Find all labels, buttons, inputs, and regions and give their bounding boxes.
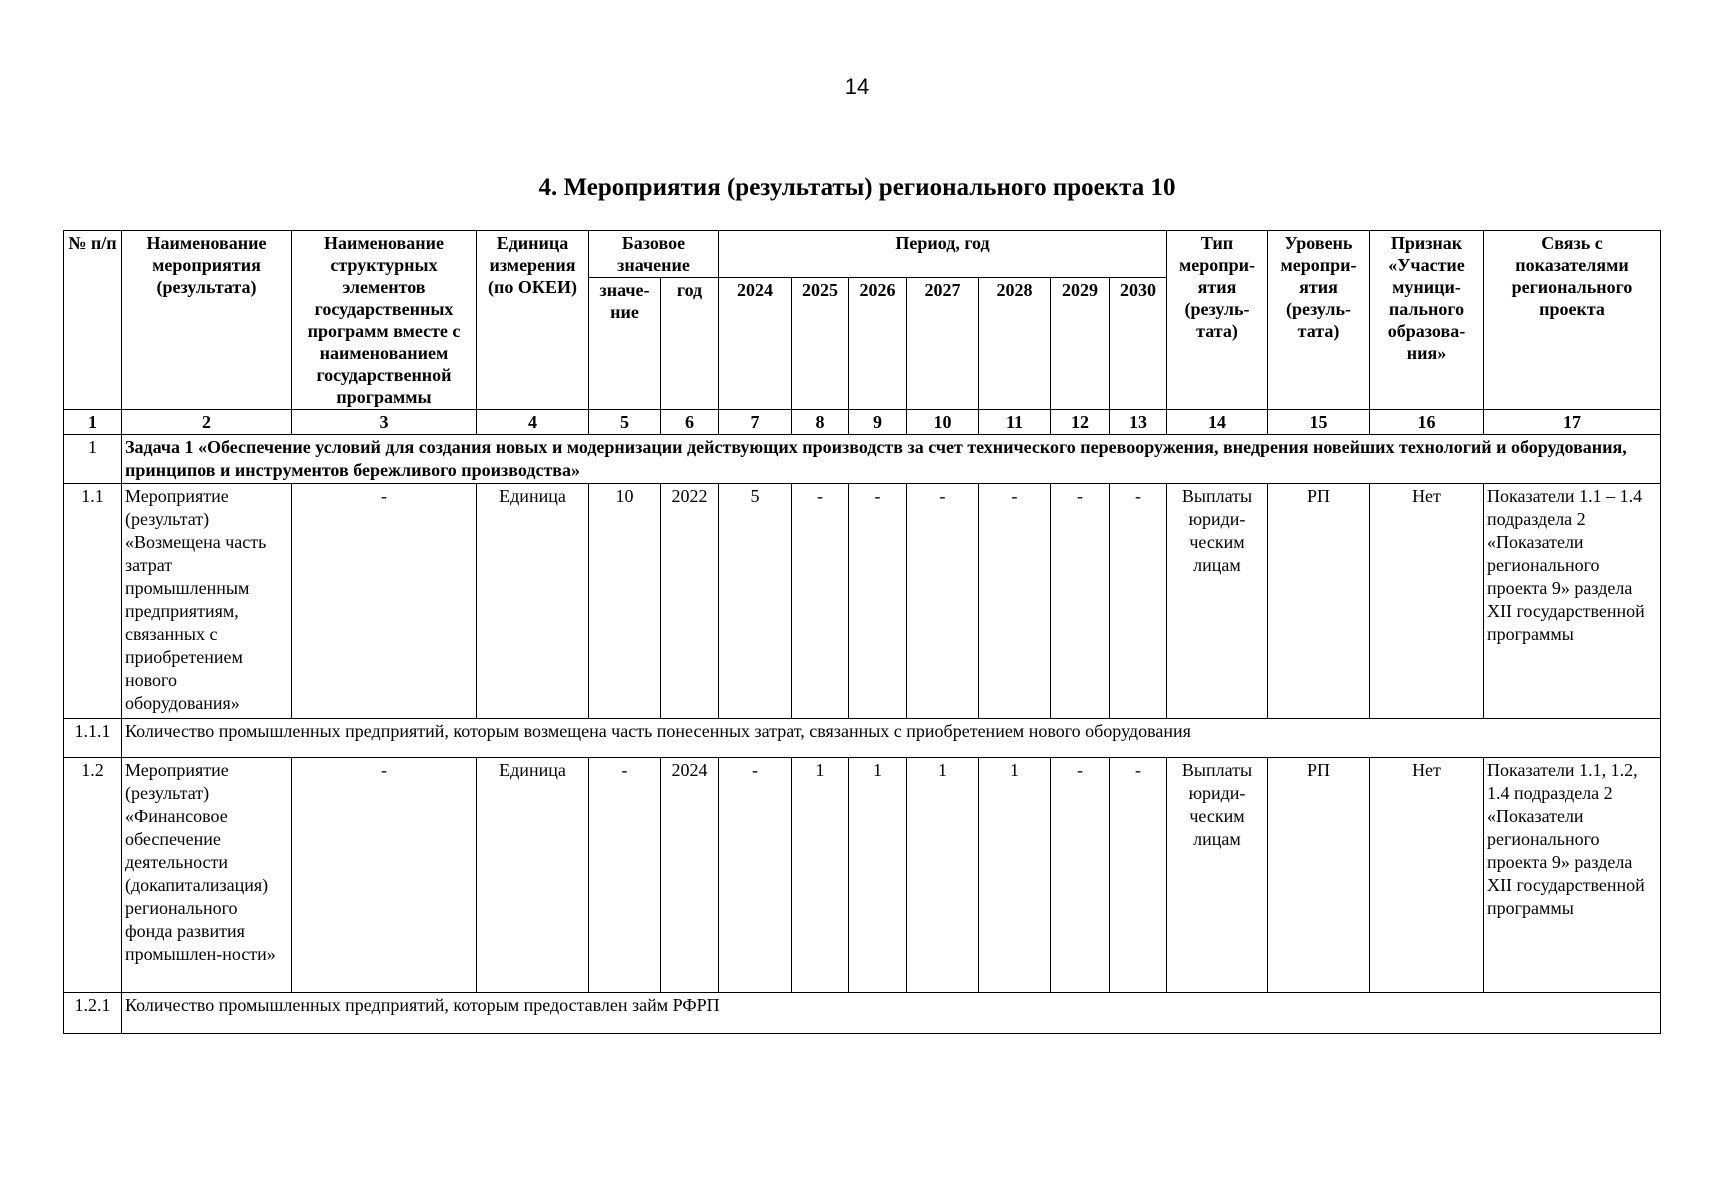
header-num: № п/п	[64, 231, 122, 410]
row-type: Выплаты юриди-ческим лицам	[1167, 758, 1268, 993]
column-number: 1	[64, 410, 122, 435]
task-row	[64, 435, 1661, 484]
column-number: 6	[661, 410, 719, 435]
column-number: 16	[1370, 410, 1484, 435]
column-number: 2	[122, 410, 292, 435]
task-num: 1	[64, 435, 122, 484]
sub-num: 1.1.1	[64, 719, 122, 758]
header-base: Базовое значение	[589, 231, 719, 278]
header-type: Тип меропри-ятия (резуль-тата)	[1167, 231, 1268, 410]
header-municipal: Признак «Участие муници-пального образова-ния»	[1370, 231, 1484, 410]
row-year-value: -	[849, 484, 907, 719]
sub-num: 1.2.1	[64, 993, 122, 1034]
sub-row	[64, 719, 1661, 758]
header-year: 2029	[1051, 278, 1110, 410]
row-year-value: 1	[849, 758, 907, 993]
header-structural: Наименование структурных элементов государственных программ вместе с наименованием государственной программы	[292, 231, 477, 410]
row-year-value: -	[719, 758, 792, 993]
row-year-value: -	[1051, 484, 1110, 719]
table-row	[64, 484, 1661, 719]
events-table	[63, 230, 1661, 1034]
table-row	[64, 758, 1661, 993]
header-year: 2024	[719, 278, 792, 410]
row-structural: -	[292, 758, 477, 993]
column-number: 17	[1484, 410, 1661, 435]
header-name: Наименование мероприятия (результата)	[122, 231, 292, 410]
column-number: 4	[477, 410, 589, 435]
column-number: 14	[1167, 410, 1268, 435]
header-base-year: год	[661, 278, 719, 410]
row-year-value: 5	[719, 484, 792, 719]
row-year-value: 1	[979, 758, 1051, 993]
row-base-year: 2024	[661, 758, 719, 993]
header-unit: Единица измерения (по ОКЕИ)	[477, 231, 589, 410]
row-num: 1.2	[64, 758, 122, 993]
row-year-value: -	[1110, 484, 1167, 719]
column-number: 13	[1110, 410, 1167, 435]
header-period: Период, год	[719, 231, 1167, 278]
row-year-value: -	[907, 484, 979, 719]
column-number: 9	[849, 410, 907, 435]
row-structural: -	[292, 484, 477, 719]
row-level: РП	[1268, 484, 1370, 719]
row-base-value: -	[589, 758, 661, 993]
row-link: Показатели 1.1, 1.2, 1.4 подраздела 2 «Показатели регионального проекта 9» раздела XII государственной программы	[1484, 758, 1661, 993]
header-year: 2030	[1110, 278, 1167, 410]
column-number: 8	[792, 410, 849, 435]
column-number: 15	[1268, 410, 1370, 435]
header-base-value: значе-ние	[589, 278, 661, 410]
column-number: 5	[589, 410, 661, 435]
column-number: 11	[979, 410, 1051, 435]
row-base-year: 2022	[661, 484, 719, 719]
column-number: 7	[719, 410, 792, 435]
row-name: Мероприятие (результат) «Финансовое обеспечение деятельности (докапитализация) регионального фонда развития промышлен-ности»	[122, 758, 292, 993]
sub-row	[64, 993, 1661, 1034]
sub-text: Количество промышленных предприятий, которым предоставлен займ РФРП	[122, 993, 1661, 1034]
row-year-value: -	[1110, 758, 1167, 993]
row-municipal: Нет	[1370, 484, 1484, 719]
sub-text: Количество промышленных предприятий, которым возмещена часть понесенных затрат, связанных с приобретением нового оборудования	[122, 719, 1661, 758]
header-level: Уровень меропри-ятия (резуль-тата)	[1268, 231, 1370, 410]
row-num: 1.1	[64, 484, 122, 719]
header-year: 2027	[907, 278, 979, 410]
row-unit: Единица	[477, 484, 589, 719]
row-year-value: 1	[792, 758, 849, 993]
column-number: 3	[292, 410, 477, 435]
header-year: 2028	[979, 278, 1051, 410]
row-type: Выплаты юриди-ческим лицам	[1167, 484, 1268, 719]
task-text: Задача 1 «Обеспечение условий для создания новых и модернизации действующих производств за счет технического перевооружения, внедрения новейших технологий и оборудования, принципов и инструментов бережливого производства»	[122, 435, 1661, 484]
row-link: Показатели 1.1 – 1.4 подраздела 2 «Показатели регионального проекта 9» раздела XII государственной программы	[1484, 484, 1661, 719]
row-level: РП	[1268, 758, 1370, 993]
row-municipal: Нет	[1370, 758, 1484, 993]
column-number: 12	[1051, 410, 1110, 435]
row-name: Мероприятие (результат) «Возмещена часть затрат промышленным предприятиям, связанных с приобретением нового оборудования»	[122, 484, 292, 719]
row-base-value: 10	[589, 484, 661, 719]
header-year: 2025	[792, 278, 849, 410]
row-year-value: -	[792, 484, 849, 719]
page-title: 4. Мероприятия (результаты) регионального проекта 10	[538, 174, 1176, 201]
column-number-row	[64, 410, 1661, 435]
header-link: Связь с показателями регионального проекта	[1484, 231, 1661, 410]
row-year-value: -	[1051, 758, 1110, 993]
header-year: 2026	[849, 278, 907, 410]
row-year-value: -	[979, 484, 1051, 719]
row-year-value: 1	[907, 758, 979, 993]
page-number: 14	[844, 74, 870, 99]
row-unit: Единица	[477, 758, 589, 993]
column-number: 10	[907, 410, 979, 435]
